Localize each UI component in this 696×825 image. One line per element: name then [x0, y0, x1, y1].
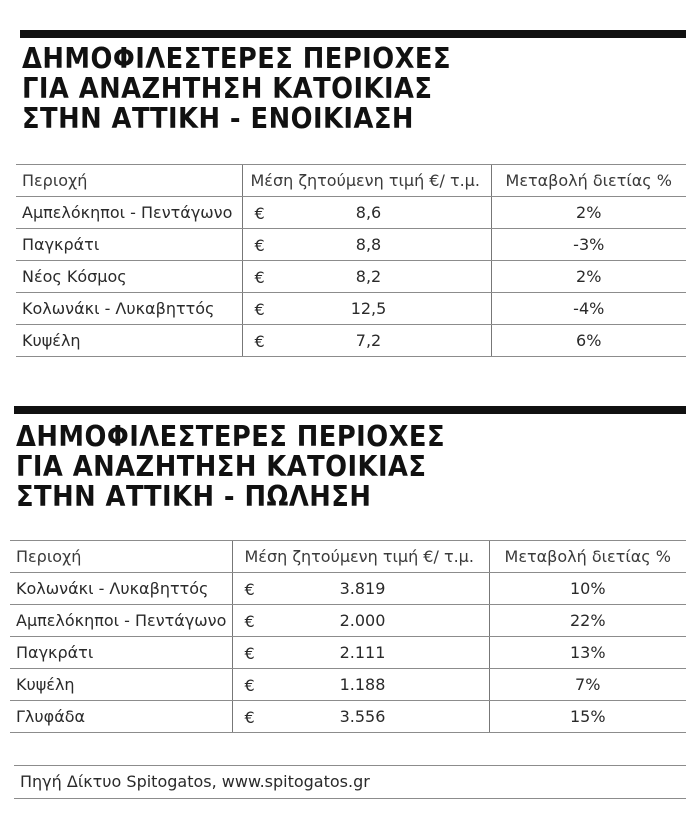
price-cell: [232, 637, 489, 669]
header-change: Μεταβολή διετίας %: [491, 165, 686, 197]
area-cell: Γλυφάδα: [10, 701, 232, 733]
area-cell: Κολωνάκι - Λυκαβηττός: [10, 573, 232, 605]
header-area: Περιοχή: [10, 541, 232, 573]
change-cell: 22%: [489, 605, 686, 637]
change-cell: 2%: [491, 261, 686, 293]
top-rule: [20, 30, 686, 38]
change-cell: 15%: [489, 701, 686, 733]
change-cell: 6%: [491, 325, 686, 357]
change-cell: -4%: [491, 293, 686, 325]
area-cell: Αμπελόκηποι - Πεντάγωνο: [16, 197, 242, 229]
header-change: Μεταβολή διετίας %: [489, 541, 686, 573]
price-value: 2.000: [339, 611, 386, 630]
source-note: Πηγή Δίκτυο Spitogatos, www.spitogatos.gr: [14, 765, 686, 799]
price-value: 12,5: [350, 299, 387, 318]
sale-table: [10, 540, 686, 733]
header-price: Μέση ζητούμενη τιμή €/ τ.μ.: [242, 165, 491, 197]
price-value: 3.556: [339, 707, 386, 726]
rent-title-line-1: ΔΗΜΟΦΙΛΕΣΤΕΡΕΣ ΠΕΡΙΟΧΕΣ: [22, 42, 452, 75]
table-row: [16, 325, 686, 357]
euro-sign: €: [244, 580, 255, 599]
price-cell: [232, 605, 489, 637]
table-row: [10, 573, 686, 605]
rent-title-line-3: ΣΤΗΝ ΑΤΤΙΚΗ - ΕΝΟΙΚΙΑΣΗ: [22, 102, 414, 135]
rent-title: [22, 44, 451, 134]
table-row: [10, 605, 686, 637]
euro-sign: €: [254, 236, 265, 255]
sale-title-line-1: ΔΗΜΟΦΙΛΕΣΤΕΡΕΣ ΠΕΡΙΟΧΕΣ: [16, 420, 446, 453]
price-cell: [232, 701, 489, 733]
table-row: [16, 197, 686, 229]
euro-sign: €: [244, 644, 255, 663]
price-cell: [232, 573, 489, 605]
euro-sign: €: [244, 708, 255, 727]
area-cell: Παγκράτι: [16, 229, 242, 261]
table-header-row: [16, 165, 686, 197]
change-cell: 13%: [489, 637, 686, 669]
area-cell: Κυψέλη: [10, 669, 232, 701]
area-cell: Αμπελόκηποι - Πεντάγωνο: [10, 605, 232, 637]
header-area: Περιοχή: [16, 165, 242, 197]
area-cell: Νέος Κόσμος: [16, 261, 242, 293]
table-row: [16, 293, 686, 325]
table-header-row: [10, 541, 686, 573]
price-cell: [242, 261, 491, 293]
table-row: [10, 701, 686, 733]
euro-sign: €: [254, 268, 265, 287]
area-cell: Κολωνάκι - Λυκαβηττός: [16, 293, 242, 325]
change-cell: 10%: [489, 573, 686, 605]
change-cell: 2%: [491, 197, 686, 229]
price-cell: [242, 197, 491, 229]
rent-table: [16, 164, 686, 357]
table-row: [10, 637, 686, 669]
sale-title: [16, 422, 445, 512]
price-cell: [232, 669, 489, 701]
table-row: [16, 261, 686, 293]
price-cell: [242, 325, 491, 357]
euro-sign: €: [254, 300, 265, 319]
euro-sign: €: [254, 332, 265, 351]
euro-sign: €: [244, 676, 255, 695]
price-value: 2.111: [339, 643, 386, 662]
change-cell: -3%: [491, 229, 686, 261]
price-value: 8,2: [355, 267, 382, 286]
price-value: 1.188: [339, 675, 386, 694]
rent-title-line-2: ΓΙΑ ΑΝΑΖΗΤΗΣΗ ΚΑΤΟΙΚΙΑΣ: [22, 72, 433, 105]
area-cell: Παγκράτι: [10, 637, 232, 669]
header-price: Μέση ζητούμενη τιμή €/ τ.μ.: [232, 541, 489, 573]
price-value: 8,6: [355, 203, 382, 222]
table-row: [16, 229, 686, 261]
euro-sign: €: [244, 612, 255, 631]
sale-title-line-3: ΣΤΗΝ ΑΤΤΙΚΗ - ΠΩΛΗΣΗ: [16, 480, 372, 513]
price-cell: [242, 293, 491, 325]
middle-rule: [14, 406, 686, 414]
area-cell: Κυψέλη: [16, 325, 242, 357]
price-value: 7,2: [355, 331, 382, 350]
price-value: 8,8: [355, 235, 382, 254]
price-cell: [242, 229, 491, 261]
change-cell: 7%: [489, 669, 686, 701]
price-value: 3.819: [339, 579, 386, 598]
table-row: [10, 669, 686, 701]
sale-title-line-2: ΓΙΑ ΑΝΑΖΗΤΗΣΗ ΚΑΤΟΙΚΙΑΣ: [16, 450, 427, 483]
euro-sign: €: [254, 204, 265, 223]
